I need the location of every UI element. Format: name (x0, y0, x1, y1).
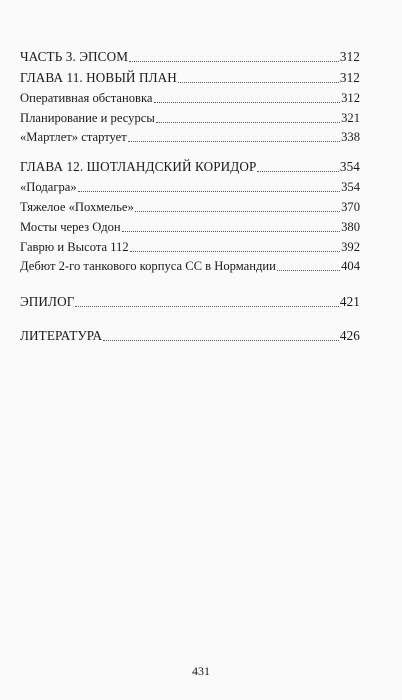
toc-entry-page: 404 (341, 259, 360, 273)
toc-entry-title: Мосты через Одон (20, 220, 121, 234)
toc-entry-title: ЭПИЛОГ (20, 294, 75, 309)
dot-leader (156, 122, 340, 123)
dot-leader (135, 211, 340, 212)
dot-leader (257, 171, 338, 172)
toc-entry-page: 312 (339, 49, 360, 64)
dot-leader (154, 102, 341, 103)
dot-leader (75, 306, 338, 307)
toc-entry-title: Гаврю и Высота 112 (20, 240, 129, 254)
toc-entry (20, 220, 360, 235)
toc-entry-title: ГЛАВА 12. ШОТЛАНДСКИЙ КОРИДОР (20, 159, 257, 174)
toc-entry (20, 91, 360, 106)
toc-entry (20, 328, 360, 344)
dot-leader (78, 191, 340, 192)
toc-entry (20, 70, 360, 86)
toc-entry-title: «Подагра» (20, 180, 77, 194)
toc-entry-page: 338 (341, 130, 360, 144)
toc-entry-page: 321 (341, 111, 360, 125)
dot-leader (103, 340, 339, 341)
dot-leader (178, 82, 339, 83)
toc-entry-page: 354 (339, 159, 360, 174)
toc-entry-title: ЧАСТЬ 3. ЭПСОМ (20, 49, 129, 64)
toc-entry-page: 426 (339, 328, 360, 343)
toc-entry (20, 111, 360, 126)
toc-entry-page: 370 (341, 200, 360, 214)
toc-entry (20, 49, 360, 65)
dot-leader (277, 270, 340, 271)
toc-entry-page: 354 (341, 180, 360, 194)
toc-entry-title: Тяжелое «Похмелье» (20, 200, 134, 214)
toc-entry (20, 200, 360, 215)
toc-entry-title: ЛИТЕРАТУРА (20, 328, 103, 343)
toc-entry-title: ГЛАВА 11. НОВЫЙ ПЛАН (20, 70, 177, 85)
dot-leader (128, 141, 340, 142)
toc-entry-title: Дебют 2-го танкового корпуса СС в Нормандии (20, 259, 276, 273)
toc-entry-page: 312 (339, 70, 360, 85)
toc-entry-page: 392 (341, 240, 360, 254)
toc-entry (20, 130, 360, 145)
toc-entry (20, 180, 360, 195)
page-number: 431 (192, 664, 210, 678)
dot-leader (130, 251, 340, 252)
dot-leader (122, 231, 340, 232)
toc-entry (20, 294, 360, 310)
toc-entry-title: Оперативная обстановка (20, 91, 153, 105)
toc-entry-title: «Мартлет» стартует (20, 130, 127, 144)
dot-leader (129, 61, 339, 62)
toc-entry-title: Планирование и ресурсы (20, 111, 155, 125)
toc-entry (20, 259, 360, 274)
toc-entry (20, 240, 360, 255)
toc-entry-page: 421 (339, 294, 360, 309)
toc-entry-page: 312 (341, 91, 360, 105)
toc-entry (20, 159, 360, 175)
toc-entry-page: 380 (341, 220, 360, 234)
